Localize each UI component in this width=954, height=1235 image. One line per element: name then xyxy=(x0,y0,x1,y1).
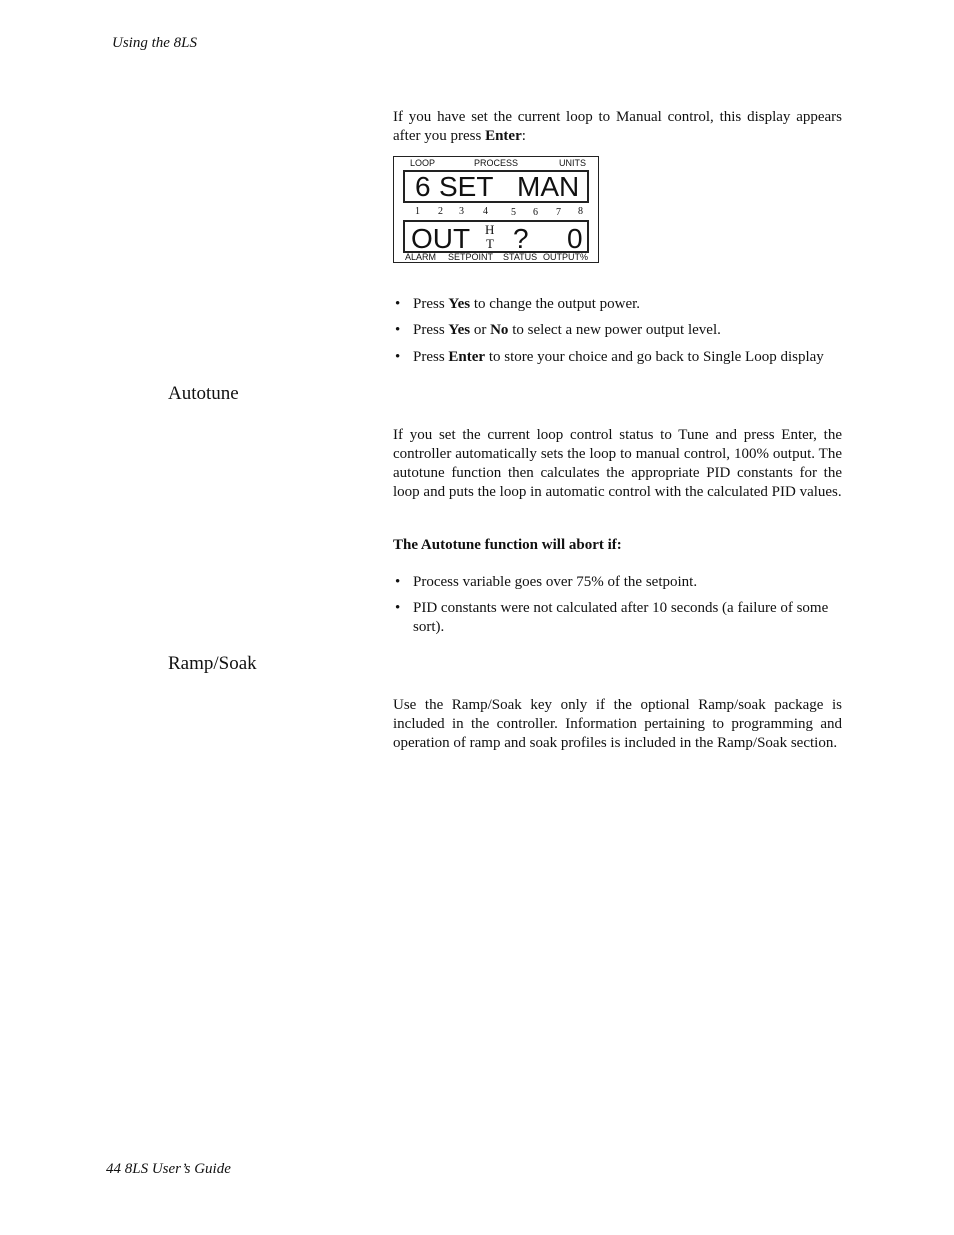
rampsoak-heading: Ramp/Soak xyxy=(168,653,257,674)
lcd-row-top xyxy=(403,170,589,203)
autotune-heading: Autotune xyxy=(168,383,239,404)
lcd-label-status: STATUS xyxy=(503,252,538,262)
lcd-number-2: 2 xyxy=(438,206,443,217)
lcd-alarm-value: OUT xyxy=(411,223,471,254)
lcd-number-8: 8 xyxy=(578,206,583,217)
lcd-number-4: 4 xyxy=(483,206,488,217)
lcd-label-output: OUTPUT% xyxy=(543,252,588,262)
lcd-status-value: ? xyxy=(513,223,529,254)
lcd-label-process: PROCESS xyxy=(474,158,519,168)
lcd-label-loop: LOOP xyxy=(410,158,436,168)
lcd-number-7: 7 xyxy=(556,207,561,218)
manual-intro-text: If you have set the current loop to Manual control, this display appears after you press xyxy=(393,109,842,144)
rampsoak-paragraph: Use the Ramp/Soak key only if the optional Ramp/soak package is included in the controller. Information pertaining to programming and operation of ramp and soak profiles is included in the Ramp/Soak section. xyxy=(393,697,842,751)
manual-intro-key: Enter xyxy=(485,128,522,144)
lcd-setpoint-bottom: T xyxy=(486,236,494,251)
lcd-display-figure xyxy=(393,156,599,263)
list-item: • Process variable goes over 75% of the setpoint. xyxy=(393,573,842,592)
running-head: Using the 8LS xyxy=(112,35,198,51)
autotune-abort-heading: The Autotune function will abort if: xyxy=(393,537,622,553)
lcd-label-alarm: ALARM xyxy=(405,252,437,262)
list-item: • Press Yes or No to select a new power output level. xyxy=(393,321,842,340)
manual-intro xyxy=(393,108,842,146)
lcd-process-value: SET xyxy=(439,171,494,202)
lcd-label-units: UNITS xyxy=(559,158,586,168)
lcd-units-value: MAN xyxy=(517,171,580,202)
lcd-row-bottom xyxy=(403,220,589,253)
lcd-number-5: 5 xyxy=(511,207,516,218)
list-item: • PID constants were not calculated after 10 seconds (a failure of some sort). xyxy=(393,599,842,637)
lcd-number-1: 1 xyxy=(415,206,420,217)
lcd-number-6: 6 xyxy=(533,207,538,218)
running-foot: 44 8LS User’s Guide xyxy=(106,1161,231,1177)
lcd-setpoint-top: H xyxy=(485,222,495,237)
lcd-output-value: 0 xyxy=(567,223,583,254)
list-item: • Press Enter to store your choice and go back to Single Loop display xyxy=(393,348,842,367)
manual-bullet-list xyxy=(393,295,842,367)
list-item: • Press Yes to change the output power. xyxy=(393,295,842,314)
autotune-bullet-list xyxy=(393,573,842,637)
manual-intro-end: : xyxy=(521,128,526,144)
autotune-paragraph: If you set the current loop control status to Tune and press Enter, the controller automatically sets the loop to manual control, 100% output. The autotune function then calculates the appropriate PID constants for the loop and puts the loop in automatic control with the calculated PID values. xyxy=(393,427,842,500)
lcd-label-setpoint: SETPOINT xyxy=(448,252,494,262)
lcd-loop-value: 6 xyxy=(415,171,431,202)
lcd-number-3: 3 xyxy=(459,206,464,217)
